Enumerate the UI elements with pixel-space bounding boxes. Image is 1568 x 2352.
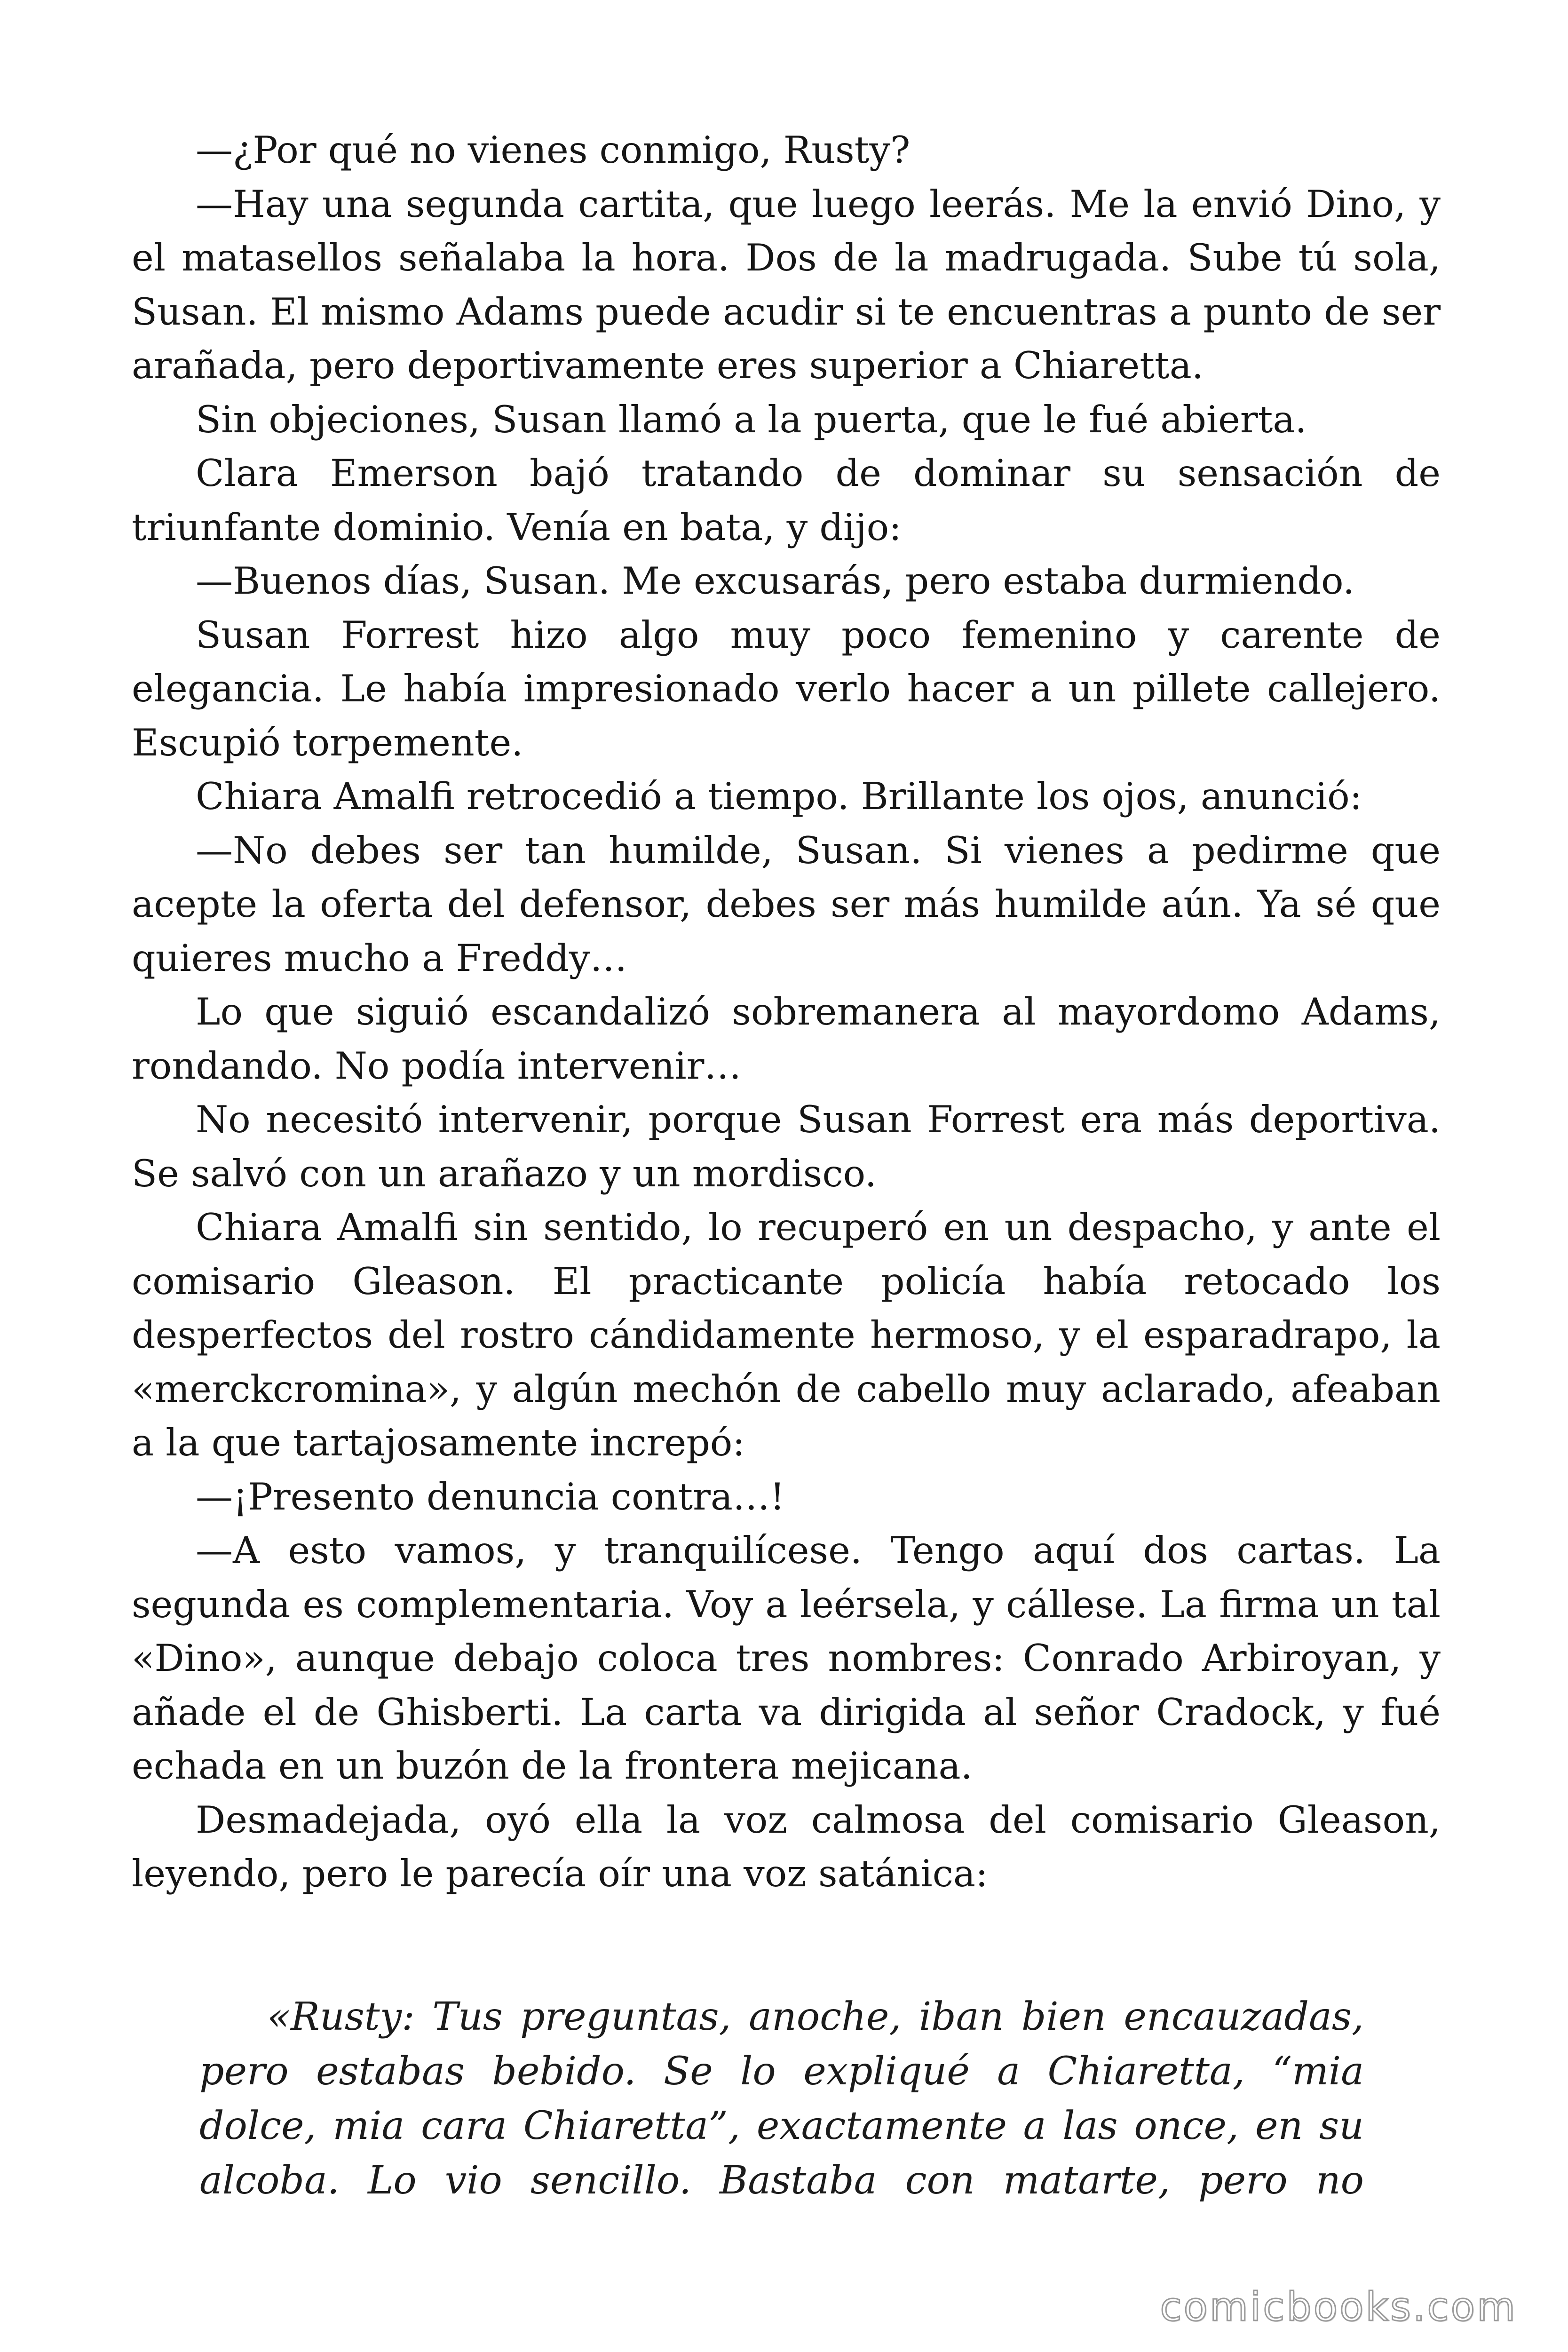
paragraph: Chiara Amalfi retrocedió a tiempo. Brillante los ojos, anunció: [196, 775, 1362, 818]
paragraph: Clara Emerson bajó tratando de dominar su sensación de triunfante dominio. Venía en bata, y dijo: [132, 452, 1441, 549]
paragraph: —¡Presento denuncia contra…! [196, 1475, 785, 1518]
site-watermark: comicbooks.com [1160, 2284, 1517, 2330]
paragraph: —A esto vamos, y tranquilícese. Tengo aquí dos cartas. La segunda es complementaria. Voy a leérsela, y cállese. La firma un tal «Dino», aunque debajo coloca tres nombres: Conrado Arbiroyan, y añade el de Ghisberti. La carta va dirigida al señor Cradock, y fué echada en un buzón de la frontera mejicana. [132, 1529, 1441, 1788]
quote-text: «Rusty: Tus preguntas, anoche, iban bien encauzadas, pero estabas bebido. Se lo expliqué a Chiaretta, “mia dolce, mia cara Chiaretta”, exactamente a las once, en su alcoba. Lo vio sencillo. Bastaba con matarte, pero no [199, 1994, 1364, 2203]
paragraph: —Buenos días, Susan. Me excusarás, pero estaba durmiendo. [196, 559, 1355, 603]
paragraph: Desmadejada, oyó ella la voz calmosa del comisario Gleason, leyendo, pero le parecía oír una voz satánica: [132, 1798, 1441, 1895]
paragraph: —¿Por qué no vienes conmigo, Rusty? [196, 128, 911, 172]
body-text [132, 123, 1441, 1901]
paragraph: —Hay una segunda cartita, que luego leerás. Me la envió Dino, y el matasellos señalaba la hora. Dos de la madrugada. Sube tú sola, Susan. El mismo Adams puede acudir si te encuentras a punto de ser arañada, pero deportivamente eres superior a Chiaretta. [132, 182, 1441, 387]
paragraph: Susan Forrest hizo algo muy poco femenino y carente de elegancia. Le había impresionado verlo hacer a un pillete callejero. Escupió torpemente. [132, 613, 1441, 764]
letter-quote [199, 1990, 1364, 2208]
paragraph: Lo que siguió escandalizó sobremanera al mayordomo Adams, rondando. No podía intervenir… [132, 990, 1441, 1088]
paragraph: No necesitó intervenir, porque Susan Forrest era más deportiva. Se salvó con un arañazo y un mordisco. [132, 1098, 1441, 1195]
paragraph: Chiara Amalfi sin sentido, lo recuperó en un despacho, y ante el comisario Gleason. El practicante policía había retocado los desperfectos del rostro cándidamente hermoso, y el esparadrapo, la «merckcromina», y algún mechón de cabello muy aclarado, afeaban a la que tartajosamente increpó: [132, 1206, 1441, 1464]
paragraph: Sin objeciones, Susan llamó a la puerta, que le fué abierta. [196, 397, 1307, 441]
paragraph: —No debes ser tan humilde, Susan. Si vienes a pedirme que acepte la oferta del defensor, debes ser más humilde aún. Ya sé que quieres mucho a Freddy… [132, 828, 1441, 980]
